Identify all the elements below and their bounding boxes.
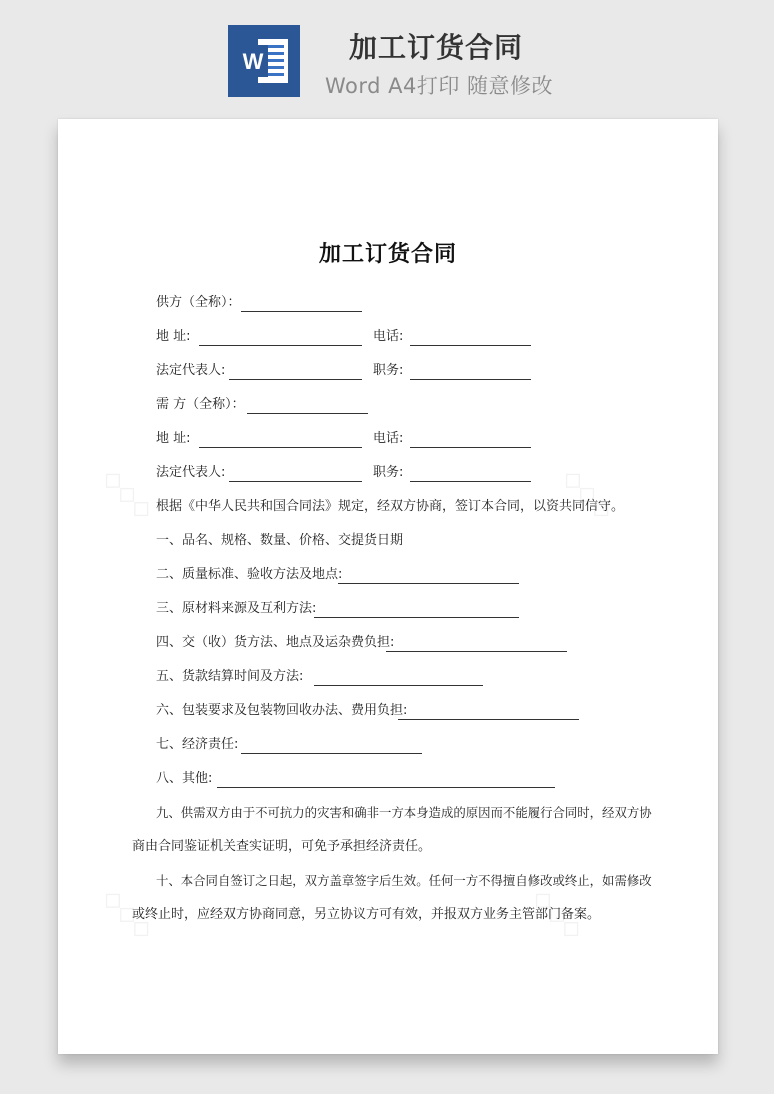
clause-9-line2: 商由合同鉴证机关查实证明，可免予承担经济责任。 [132, 839, 432, 854]
banner-subtitle: Word A4打印 随意修改 [325, 74, 554, 98]
watermark: ◇◇◇ [556, 462, 620, 526]
clause-3-blank[interactable] [314, 617, 519, 618]
supplier-position-blank[interactable] [410, 379, 531, 380]
preamble: 根据《中华人民共和国合同法》规定，经双方协商，签订本合同，以资共同信守。 [156, 499, 625, 514]
clause-7: 七、经济责任: [156, 737, 239, 752]
supplier-rep-label: 法定代表人: [156, 363, 226, 378]
buyer-position-blank[interactable] [410, 481, 531, 482]
buyer-rep-blank[interactable] [229, 481, 362, 482]
supplier-position-label: 职务: [373, 363, 404, 378]
clause-1: 一、品名、规格、数量、价格、交提货日期 [156, 533, 404, 548]
supplier-address-label: 地 址: [156, 329, 191, 344]
word-icon [228, 25, 300, 97]
buyer-name-blank[interactable] [247, 413, 368, 414]
buyer-address-blank[interactable] [199, 447, 362, 448]
buyer-name-label: 需 方（全称）： [156, 397, 245, 412]
svg-text:W: W [242, 49, 264, 74]
watermark: ◇◇◇ [526, 882, 590, 946]
buyer-rep-label: 法定代表人: [156, 465, 226, 480]
clause-3: 三、原材料来源及互利方法: [156, 601, 317, 616]
clause-5-blank[interactable] [314, 685, 483, 686]
clause-5: 五、货款结算时间及方法: [156, 669, 304, 684]
document-title: 加工订货合同 [318, 242, 457, 267]
supplier-name-blank[interactable] [241, 311, 362, 312]
document-page [58, 119, 718, 1054]
supplier-address-blank[interactable] [199, 345, 362, 346]
supplier-phone-label: 电话: [373, 329, 404, 344]
clause-2: 二、质量标准、验收方法及地点: [156, 567, 343, 582]
clause-4: 四、交（收）货方法、地点及运杂费负担: [156, 635, 395, 650]
clause-6: 六、包装要求及包装物回收办法、费用负担: [156, 703, 408, 718]
clause-4-blank[interactable] [386, 651, 567, 652]
clause-2-blank[interactable] [338, 583, 519, 584]
watermark: ◇◇◇ [96, 882, 160, 946]
clause-8-blank[interactable] [217, 787, 555, 788]
buyer-phone-blank[interactable] [410, 447, 531, 448]
buyer-phone-label: 电话: [373, 431, 404, 446]
buyer-position-label: 职务: [373, 465, 404, 480]
buyer-address-label: 地 址: [156, 431, 191, 446]
supplier-phone-blank[interactable] [410, 345, 531, 346]
clause-8: 八、其他: [156, 771, 213, 786]
supplier-rep-blank[interactable] [229, 379, 362, 380]
header-banner [0, 0, 774, 110]
clause-9-line1: 九、供需双方由于不可抗力的灾害和确非一方本身造成的原因而不能履行合同时，经双方协 [156, 805, 652, 820]
clause-7-blank[interactable] [241, 753, 422, 754]
watermark: ◇◇◇ [96, 462, 160, 526]
clause-6-blank[interactable] [398, 719, 579, 720]
banner-title: 加工订货合同 [349, 31, 524, 64]
clause-10-line2: 或终止时，应经双方协商同意，另立协议方可有效，并报双方业务主管部门备案。 [132, 907, 601, 922]
supplier-name-label: 供方（全称）： [156, 295, 241, 310]
clause-10-line1: 十、本合同自签订之日起，双方盖章签字后生效。任何一方不得擅自修改或终止，如需修改 [156, 873, 652, 888]
